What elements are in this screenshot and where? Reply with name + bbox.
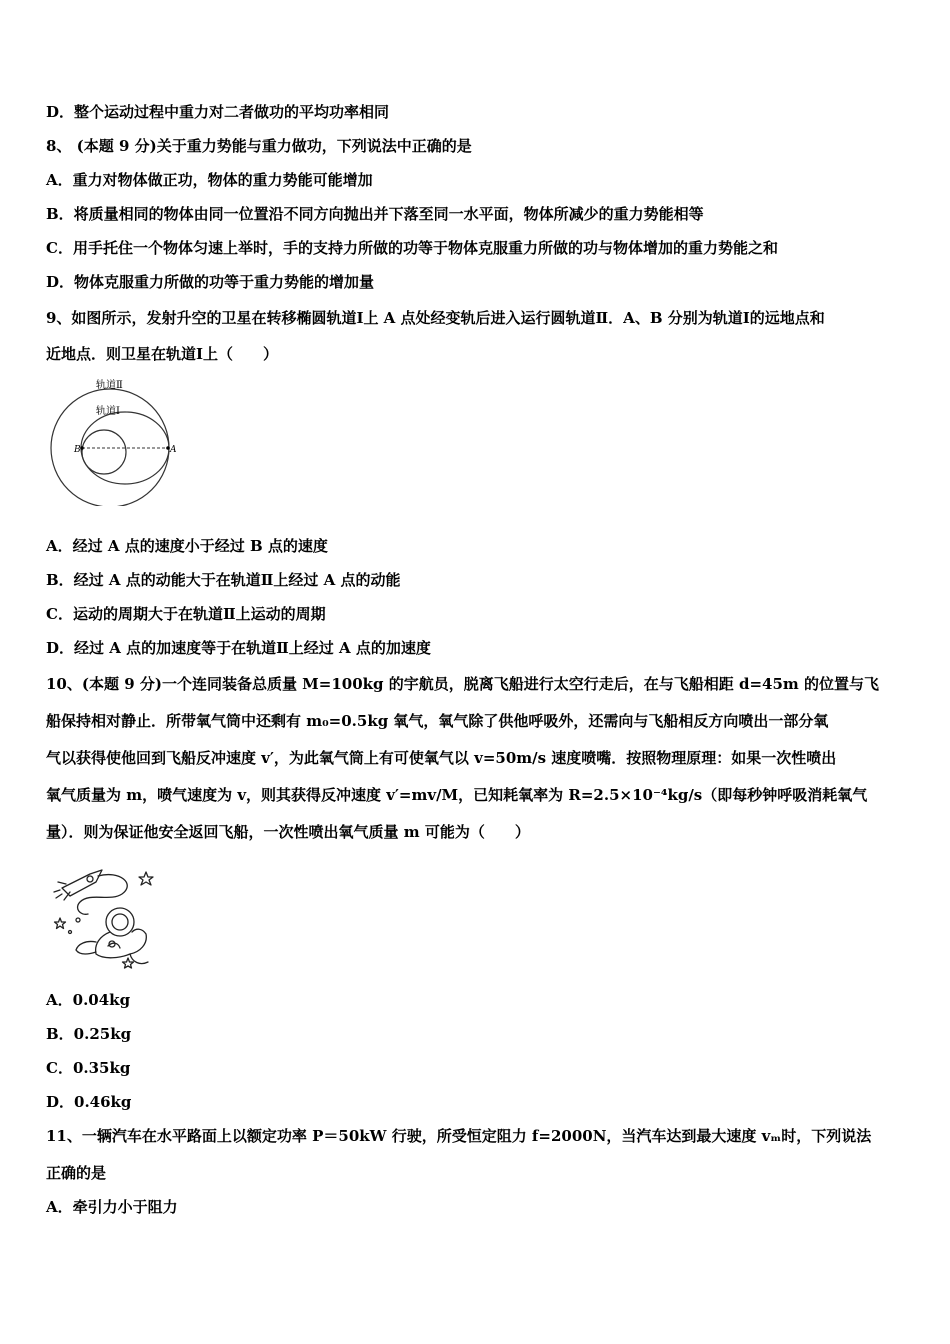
q8-stem: 8、 (本题 9 分)关于重力势能与重力做功，下列说法中正确的是 — [46, 137, 472, 155]
q9-option-a: A．经过 A 点的速度小于经过 B 点的速度 — [46, 537, 328, 555]
orbit-1-label: 轨道Ⅰ — [96, 406, 120, 417]
q10-stem-line1: 10、(本题 9 分)一个连同装备总质量 M=100kg 的宇航员，脱离飞船进行太空行走后，在与飞船相距 d=45m 的位置与飞 — [46, 675, 880, 693]
q9-stem-line1: 9、如图所示，发射升空的卫星在转移椭圆轨道Ⅰ上 A 点处经变轨后进入运行圆轨道Ⅱ．A、B 分别为轨道Ⅰ的远地点和 — [46, 309, 825, 327]
point-b-dot — [80, 446, 84, 450]
q9-option-b: B．经过 A 点的动能大于在轨道Ⅱ上经过 A 点的动能 — [46, 571, 401, 589]
star-icon — [139, 872, 153, 885]
q10-option-a: A．0.04kg — [46, 991, 131, 1009]
rocket-icon — [54, 870, 102, 900]
orbit-diagram — [46, 376, 186, 506]
q10-stem-line5: 量）．则为保证他安全返回飞船，一次性喷出氧气质量 m 可能为（ ） — [46, 823, 530, 841]
q10-option-b: B．0.25kg — [46, 1025, 132, 1043]
q9-option-d: D．经过 A 点的加速度等于在轨道Ⅱ上经过 A 点的加速度 — [46, 639, 431, 657]
q8-option-d: D．物体克服重力所做的功等于重力势能的增加量 — [46, 273, 375, 291]
star-dot-icon — [76, 918, 80, 922]
q10-stem-line2: 船保持相对静止．所带氧气筒中还剩有 m₀=0.5kg 氧气，氧气除了供他呼吸外，还需向与飞船相反方向喷出一部分氧 — [46, 712, 829, 730]
q11-stem-line1: 11、一辆汽车在水平路面上以额定功率 P＝50kW 行驶，所受恒定阻力 f=2000N，当汽车达到最大速度 vₘ时，下列说法 — [46, 1127, 872, 1145]
q9-option-c: C．运动的周期大于在轨道Ⅱ上运动的周期 — [46, 605, 326, 623]
q10-option-d: D．0.46kg — [46, 1093, 132, 1111]
orbit-2-label: 轨道Ⅱ — [96, 380, 123, 391]
q10-option-c: C．0.35kg — [46, 1059, 131, 1077]
star-icon — [123, 958, 134, 968]
q10-stem-line4: 氧气质量为 m，喷气速度为 v，则其获得反冲速度 v′=mv/M，已知耗氧率为 R=2.5×10⁻⁴kg/s（即每秒钟呼吸消耗氧气 — [46, 786, 868, 804]
q11-stem-line2: 正确的是 — [46, 1164, 107, 1182]
q11-option-a: A．牵引力小于阻力 — [46, 1198, 178, 1216]
astronaut-icon — [76, 908, 148, 964]
q8-option-b: B．将质量相同的物体由同一位置沿不同方向抛出并下落至同一水平面，物体所减少的重力势能相等 — [46, 205, 704, 223]
q8-option-a: A．重力对物体做正功，物体的重力势能可能增加 — [46, 171, 373, 189]
astronaut-illustration — [50, 862, 158, 970]
q8-option-c: C．用手托住一个物体匀速上举时，手的支持力所做的功等于物体克服重力所做的功与物体增加的重力势能之和 — [46, 239, 778, 257]
point-a-label: A — [170, 445, 177, 455]
star-icon — [55, 918, 66, 929]
star-dot-icon — [69, 931, 72, 934]
q9-stem-line2: 近地点．则卫星在轨道Ⅰ上（ ） — [46, 345, 279, 363]
q10-stem-line3: 气以获得使他回到飞船反冲速度 v′，为此氧气筒上有可使氧气以 v=50m/s 速度喷嘴．按照物理原理：如果一次性喷出 — [46, 749, 837, 767]
q7-option-d: D．整个运动过程中重力对二者做功的平均功率相同 — [46, 103, 390, 121]
point-b-label: B — [74, 445, 81, 455]
earth-circle — [82, 430, 126, 474]
